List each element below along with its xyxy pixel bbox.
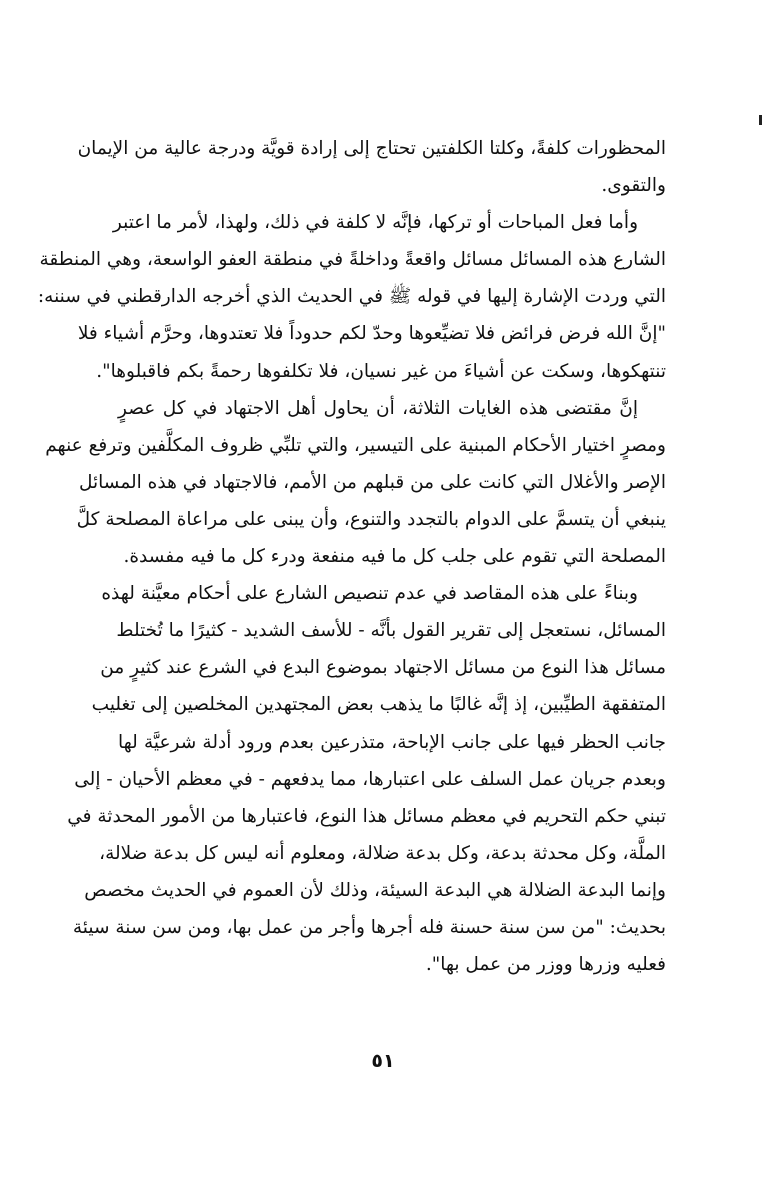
text-line: ينبغي أن يتسمَّ على الدوام بالتجدد والتنوع، وأن يبنى على مراعاة المصلحة كلَّ bbox=[76, 508, 666, 530]
text-line: والتقوى. bbox=[601, 175, 666, 197]
paragraph-4 bbox=[67, 575, 666, 983]
text-line: جانب الحظر فيها على جانب الإباحة، متذرعين بعدم ورود أدلة شرعيَّة لها bbox=[118, 731, 666, 753]
text-line: بحديث: "من سن سنة حسنة فله أجرها وأجر من عمل بها، ومن سن سنة سيئة bbox=[72, 916, 666, 938]
text-line: وبناءً على هذه المقاصد في عدم تنصيص الشارع على أحكام معيَّنة لهذه bbox=[101, 583, 638, 605]
text-line: الشارع هذه المسائل مسائل واقعةً وداخلةً في منطقة العفو الواسعة، وهي المنطقة bbox=[39, 249, 666, 271]
text-line: تنتهكوها، وسكت عن أشياءَ من غير نسيان، فلا تكلفوها رحمةً بكم فاقبلوها". bbox=[96, 360, 666, 382]
text-line: المحظورات كلفةً، وكلتا الكلفتين تحتاج إلى إرادة قويَّة ودرجة عالية من الإيمان bbox=[77, 138, 666, 159]
text-line: المصلحة التي تقوم على جلب كل ما فيه منفعة ودرء كل ما فيه مفسدة. bbox=[123, 546, 666, 568]
scan-edge-mark bbox=[759, 115, 762, 125]
paragraph-1 bbox=[77, 130, 666, 204]
text-line: الملَّة، وكل محدثة بدعة، وكل بدعة ضلالة، ومعلوم أنه ليس كل بدعة ضلالة، bbox=[99, 842, 666, 864]
body-text bbox=[37, 130, 666, 983]
paragraph-2 bbox=[37, 204, 666, 389]
text-line: مسائل هذا النوع من مسائل الاجتهاد بموضوع البدع في الشرع عند كثيرٍ من bbox=[100, 657, 666, 679]
text-line: تبني حكم التحريم في معظم مسائل هذا النوع، فاعتبارها من الأمور المحدثة في bbox=[67, 805, 666, 827]
text-line: المسائل، نستعجل إلى تقرير القول بأنَّه - للأسف الشديد - كثيرًا ما تُختلط bbox=[116, 620, 666, 642]
text-line: ومصرٍ اختيار الأحكام المبنية على التيسير، والتي تلبِّي ظروف المكلَّفين وترفع عنهم bbox=[45, 434, 666, 456]
text-line: وبعدم جريان عمل السلف على اعتبارها، مما يدفعهم - في معظم الأحيان - إلى bbox=[74, 768, 666, 790]
text-line: الإصر والأغلال التي كانت على من قبلهم من الأمم، فالاجتهاد في هذه المسائل bbox=[79, 471, 666, 493]
text-line: المتفقهة الطيِّبين، إذ إنَّه غالبًا ما يذهب بعض المجتهدين المخلصين إلى تغليب bbox=[91, 694, 666, 716]
text-line: إنَّ مقتضى هذه الغايات الثلاثة، أن يحاول أهل الاجتهاد في كل عصرٍ bbox=[118, 397, 638, 419]
paragraph-3 bbox=[45, 390, 666, 575]
text-line: وأما فعل المباحات أو تركها، فإنَّه لا كلفة في ذلك، ولهذا، لأمر ما اعتبر bbox=[112, 212, 638, 234]
text-line: وإنما البدعة الضلالة هي البدعة السيئة، وذلك لأن العموم في الحديث مخصص bbox=[84, 879, 666, 901]
text-line: "إنَّ الله فرض فرائض فلا تضيِّعوها وحدّ لكم حدوداً فلا تعتدوها، وحرَّم أشياء فلا bbox=[77, 323, 666, 345]
page-number: ٥١ bbox=[371, 1050, 395, 1072]
text-line: فعليه وزرها ووزر من عمل بها". bbox=[425, 954, 666, 976]
text-line: التي وردت الإشارة إليها في قوله ﷺ في الحديث الذي أخرجه الدارقطني في سننه: bbox=[37, 286, 666, 308]
